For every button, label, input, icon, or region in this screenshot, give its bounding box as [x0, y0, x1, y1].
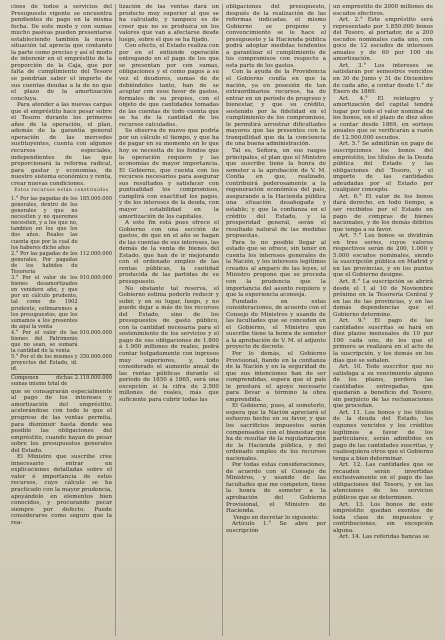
- article: Art. 13. Los bonos de este empréstito quedan exentos de toda clase de impuestos y contribuciones, sin excepción alguna.: [333, 501, 433, 534]
- article: Art. 8.° La suscripción se abrirá desde el 1 al 10 de Noviembre próximo en la Tesorería Central y en las de las provincias, y en las demás dependencias que el Gobierno determine.: [333, 278, 433, 318]
- row-amount: 112.000.000: [79, 250, 112, 257]
- paragraph: Con efecto, el Estado realiza con por en el entiende operación entregando en el pago de los que se presentan por con sumas, obligaciones y el como pagos a su vez el deudores, sumas de de debiéndoles tanto, han de se aceptar con esos favor de gastos, formales de su propios, con el objeto de que cantidades tomadas de las cuentas de todo cuenta que se ha de la cantidad de los recursos calculados.: [119, 43, 219, 128]
- article: Art. 2.° Este empréstito será representado por 1.850.000 bonos del Tesoro, al portador, de a 200 escudos nominales cada uno, con goce de 12 escudos de intereses anuales y de 60 por 100 de amortización.: [333, 17, 433, 63]
- article: Art. 3.° Los intereses se satisfarán por semestres vencidos en 30 de Junio y 31 de Diciembre de cada año, a contar desde 1.° de Enero de 1869.: [333, 62, 433, 96]
- total-label: Componen dichas sumas mismo total de: [11, 374, 73, 387]
- paragraph: que se consagrarán especialmente al pago de los intereses y amortización del empréstito; acelerándose con todo lo que el progreso de las ventas permita, para disminuir hasta donde sea posible las obligaciones del empréstito, cuando hayan de pesar sobre los presupuestos generales del Estado.: [11, 388, 112, 454]
- row-amount: 910.000.000: [79, 275, 112, 282]
- paragraph: lización de las ventas dará un producto muy superior al que se ha calculado, y tampoco es de creer que no se produzca en los valores que van a afectarse desde luego, sobre el que se ha fijado.: [119, 4, 219, 43]
- article: Art. 7.° Los bonos se dividirán en tres series, cuyos valores respectivos serán de 200, 1.000 y 5.000 escudos nominales, siendo la suscripción pública en Madrid y en las provincias, y en los puntos que el Gobierno designe.: [333, 233, 433, 279]
- article: Art. 9.° El pago de las cantidades suscritas se hará en diez plazos mensuales de 10 por 100 cada uno, de los que el primero se realizará en el acto de la suscripción, y los demás en los días que se señalen.: [333, 318, 433, 364]
- row-label: 4.° Por el valor de las bienes del Patrimonio que no sean, se sumará la cantidad de la venta: [11, 329, 78, 355]
- table-row: [11, 196, 112, 251]
- paragraph: Con la ayuda de la Providencia el Gobierno confía en que la nación, ya en posesión de tan extraordinarios recursos, ha de entrar en un período de progreso y bienestar, y que su crédito, sostenido por la fidelidad en el cumplimiento de los compromisos, le permitirá arrostrar dificultades mayores que las presentes con la tranquilidad que da la conciencia de una buena administración.: [226, 69, 326, 148]
- paragraph: Para lo no posible llegar al estado que se ofrece, sin tener en cuenta los intereses generales de la Nación, y los intereses legítimos creados al amparo de las leyes, el Ministro propone que se proceda con la prudencia que la importancia del asunto requiere y que la experiencia aconseja.: [226, 239, 326, 299]
- row-label: 5.° Por el de los mismos y proyectos del Estado, id. id.: [11, 354, 78, 373]
- article: Art. 5.° Se admitirán en pago de suscripciones los bonos del empréstito, los títulos de la Deuda pública del Estado y las obligaciones del Tesoro, y el importe de las cantidades adeudadas por el Estado por cualquier concepto.: [333, 141, 433, 194]
- table-row: [11, 330, 112, 354]
- paragraph: Por lo demás, el Gobierno Provisional, fiando en la confianza de la Nación y en la seguridad de que sus intenciones han de ser comprendidas, espera que el país le prestará el apoyo necesario para llevar a término la obra emprendida.: [226, 350, 326, 403]
- article: Art. 4.° El reintegro y amortización del capital tendrá lugar por todo el valor nominal de los bonos, en el plazo de diez años a contar desde 1869, en sorteos anuales que se verificarán a razón de 12.500.000 escudos.: [333, 95, 433, 141]
- resources-table: [11, 196, 112, 387]
- row-amount: 185.000.000: [79, 195, 112, 202]
- article: Art. 12. Las cantidades que se recauden serán invertidas exclusivamente en el pago de las obligaciones del Tesoro, y en las atenciones de los servicios públicos que se determinen.: [333, 462, 433, 502]
- columns-container: [8, 4, 440, 636]
- paragraph: Fundado en estas consideraciones, de acuerdo con el Consejo de Ministros y usando de las facultades que se conceden en el Gobierno, el Ministro que suscribe tiene la honra de someter a la aprobación de V. M. el adjunto proyecto de decreto.: [226, 298, 326, 351]
- paragraph: Para atender a las nuevas cargas que el empréstito hace pesar sobre el Tesoro durante los primeros años de la operación, el plan, además de la garantía general operación de las mercedes sustituyentes, cuenta con algunos recursos especiales, independientes de las que proporcionará la reforma radical, para gastar y economías, de nuestro sistema económico y renta, crear nuevas condiciones.: [11, 102, 112, 187]
- paragraph: Se observa de nuevo que podría por un cálculo el tiempo, y que ha de pagar en su momento en lo que hoy se necesita de los fondos que la operación requiere y las economías de mayor importancia. El Gobierno, que cuenta con los recursos necesarios para asegurar sus resultados y satisfacer con puntualidad los compromisos, cumplirá con exactitud los pagos, y de los intereses de la deuda, con mayor estabilidad en la amortización de los capitales.: [119, 128, 219, 220]
- paragraph: un empréstito de 2000 millones de escudos efectivos.: [333, 4, 433, 17]
- section-heading: Estos recursos están constituidos: [14, 188, 109, 194]
- column-1: [8, 4, 115, 636]
- paragraph: cioes de todos à servicios del Presupuesto vigente se encuentra pendientes de pago en la misma fecha. De este modo y con sumas mucho pasivas pueden presentarse estableciendo también la nueva situación tal aprecia que contando la parte como preciso y así el modo de interenir en el empréstito de la proporción de la Caja, que por falta de cumplimiento del Tesoro se pondrían saber el importe de sus cuentas deudas a la de no que el plazo de la amortización concluya.: [11, 4, 112, 102]
- total-amount: 2.119.000.000: [74, 374, 112, 381]
- row-amount: 910.000.000: [79, 329, 112, 336]
- paragraph: El Gobierno, pues, al someterlo, espera que la Nación apreciará el esfuerzo hecho en su favor, y que los sacrificios impuestos serán compensados con el bienestar que ha de resultar de la regularización de la Hacienda pública, y del ordenado empleo de los recursos nacionales.: [226, 403, 326, 462]
- article: Art. 14. Las referidas bancas se: [339, 534, 430, 541]
- row-label: 3.° Por el valor de los bienes desamortizados en venidero año, y que por un cálculo prudente, tal como de 1902 prudente, estimaremos a los presupuestos, que los sumamos a los presentes de aquí la venta: [11, 275, 78, 330]
- table-row: [11, 275, 112, 330]
- article-1: Artículo 1.° Se abre por suscripción: [226, 521, 326, 534]
- paragraph: Por todas estas consideraciones, de acuerdo con el Consejo de Ministros, y usando de las facultades que me competen, tiene la honra de someter a la aprobación del Gobierno Provisional, el Ministro de Hacienda.: [226, 462, 326, 515]
- column-3: [222, 4, 329, 636]
- paragraph: El Ministro que suscribe cree innecesario entrar en explicaciones detalladas sobre el valor é importancia de estos recursos, cuyo cálculo se ha practicado con la mayor prudencia, apoyándolo en elementos bien conocidos, y procurando pecar siempre por defecto. Puede considerarse como seguro que la rea-: [11, 454, 112, 526]
- article: Art. 11. Los bonos y los títulos de la deuda del Estado, los cupones vencidos y los créditos legítimos a favor de los particulares, serán admitidos en pago de las cantidades suscritas, y cualesquiera otros que el Gobierno tenga a bien determinar.: [333, 409, 433, 462]
- column-4: [329, 4, 436, 636]
- paragraph: Tal es, Señora, en sus rasgos principales, el plan que el Ministro que suscribe tiene la honra de someter a la aprobación de V. M. Confía en que, realizado, contribuirá poderosamente a la regeneración económica del país, asegurando a la Hacienda pública una situación desahogada y estable; y que la confianza en el crédito del Estado, y la prosperidad general, serán el resultado natural de las medidas propuestas.: [226, 148, 326, 240]
- column-2: [115, 4, 222, 636]
- article: Art. 6.° El valor de los bonos dará derecho, en todo tiempo, a ser recibidos por el Estado en pago de compras de bienes nacionales, y de los demás débitos que tenga a su favor.: [333, 193, 433, 233]
- decree-intro: Vengo en decretar lo siguiente:: [233, 514, 319, 521]
- paragraph: No obstante tal reserva, el Gobierno estima poderlo reducir y subir, y en su lugar, luego, y no puede dejar a más de los recursos del Estado, sino de los presupuestos de gasto público, con la cantidad necesaria para el sostenimiento de los servicios y el pago de sus obligaciones de 1.800 á 1.900 millones de reales, podrá contar holgadamente con ingresos muy superiores, y, todo considerado el aumento anual de las rentas públicas durante el período de 1850 á 1865, será una excepción si la cifra de 2.500 millones de reales, más que suficiente para cubrir todas las: [119, 285, 219, 403]
- article: Art. 10. Todo suscritor que no satisfaga a su vencimiento alguno de los plazos, perderá las cantidades entregadas, que quedarán a beneficio del Tesoro, sin perjuicio de las reclamaciones que procedan.: [333, 364, 433, 410]
- row-amount: 350.000.000: [79, 354, 112, 361]
- paragraph: obligaciones del presupuesto, después de la realización de las reformas indicadas, el mismo Gobierno se propone y convencimiento se le hace el presupuesto y la Hacienda pública podrá adoptar medidas tendentes a garantizar el cumplimiento de los compromisos con respecto a esta parte de los gastos.: [226, 4, 326, 69]
- table-total-row: [11, 374, 112, 387]
- table-row: [11, 251, 112, 275]
- row-label: 2.° Por las pagadas de los generales, Por pagadas de los habidos de Tesorería: [11, 250, 78, 275]
- table-row: [11, 354, 112, 372]
- row-label: 1.° Por las pagadas de los generales, dentro de los generales y que no necesiten y no queremos necesiten, y a los que no, tambien en los que los dos años. Reales las cuenta que por la cual de los haberes dicho años: [11, 195, 78, 251]
- paragraph: A este fin está pues ofrece el Gobierno con una sección de gastos, de que en el año se hagan de las cuentas de sus intereses, las demás de la venta de bienes del Estado, que han de ir mejorando con el ordenado empleo de las rentas públicas, la cantidad producida de las partidas de su presupuesto.: [119, 220, 219, 285]
